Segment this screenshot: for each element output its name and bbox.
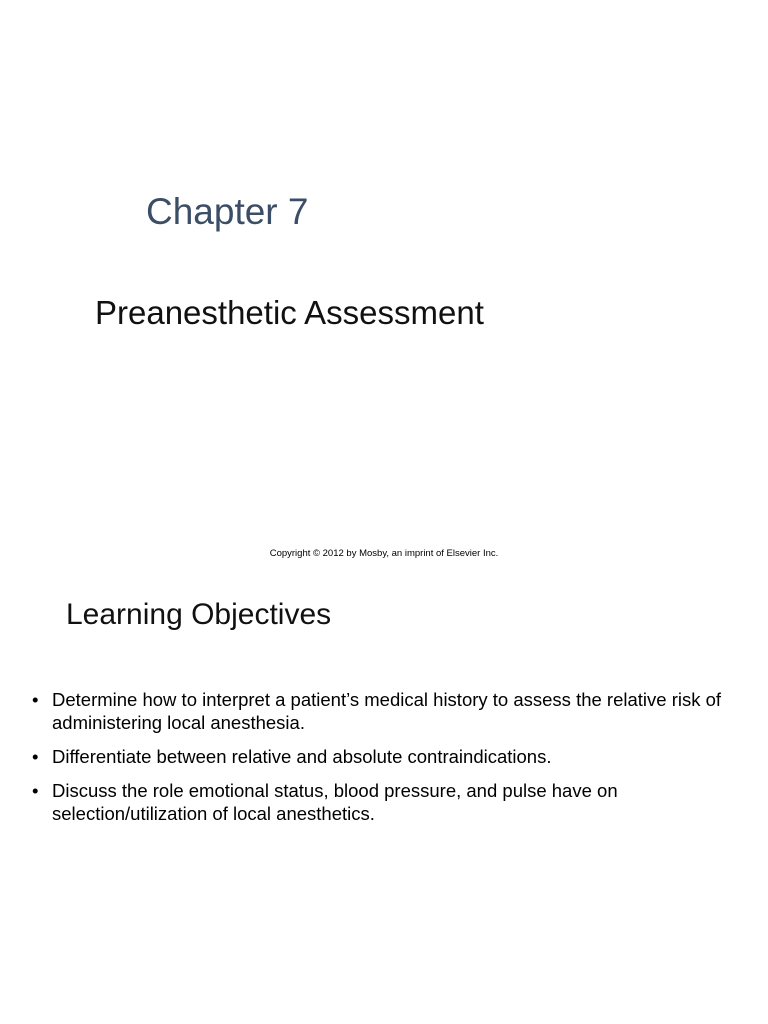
list-item [30,745,730,768]
chapter-subtitle: Preanesthetic Assessment [95,294,484,331]
bullet-icon: • [32,689,39,710]
objective-text: Differentiate between relative and absolute contraindications. [52,746,552,767]
objectives-slide [0,576,768,1024]
list-item [30,688,730,734]
chapter-title: Chapter 7 [146,191,309,232]
bullet-icon: • [32,780,39,801]
bullet-icon: • [32,746,39,767]
copyright-notice: Copyright © 2012 by Mosby, an imprint of Elsevier Inc. [269,548,499,559]
objective-text: Discuss the role emotional status, blood pressure, and pulse have on selection/utilization of local anesthetics. [52,780,618,824]
objective-text: Determine how to interpret a patient’s medical history to assess the relative risk of administering local anesthesia. [52,689,722,733]
list-item [30,779,730,825]
section-heading: Learning Objectives [66,598,332,631]
objectives-list [30,688,730,836]
